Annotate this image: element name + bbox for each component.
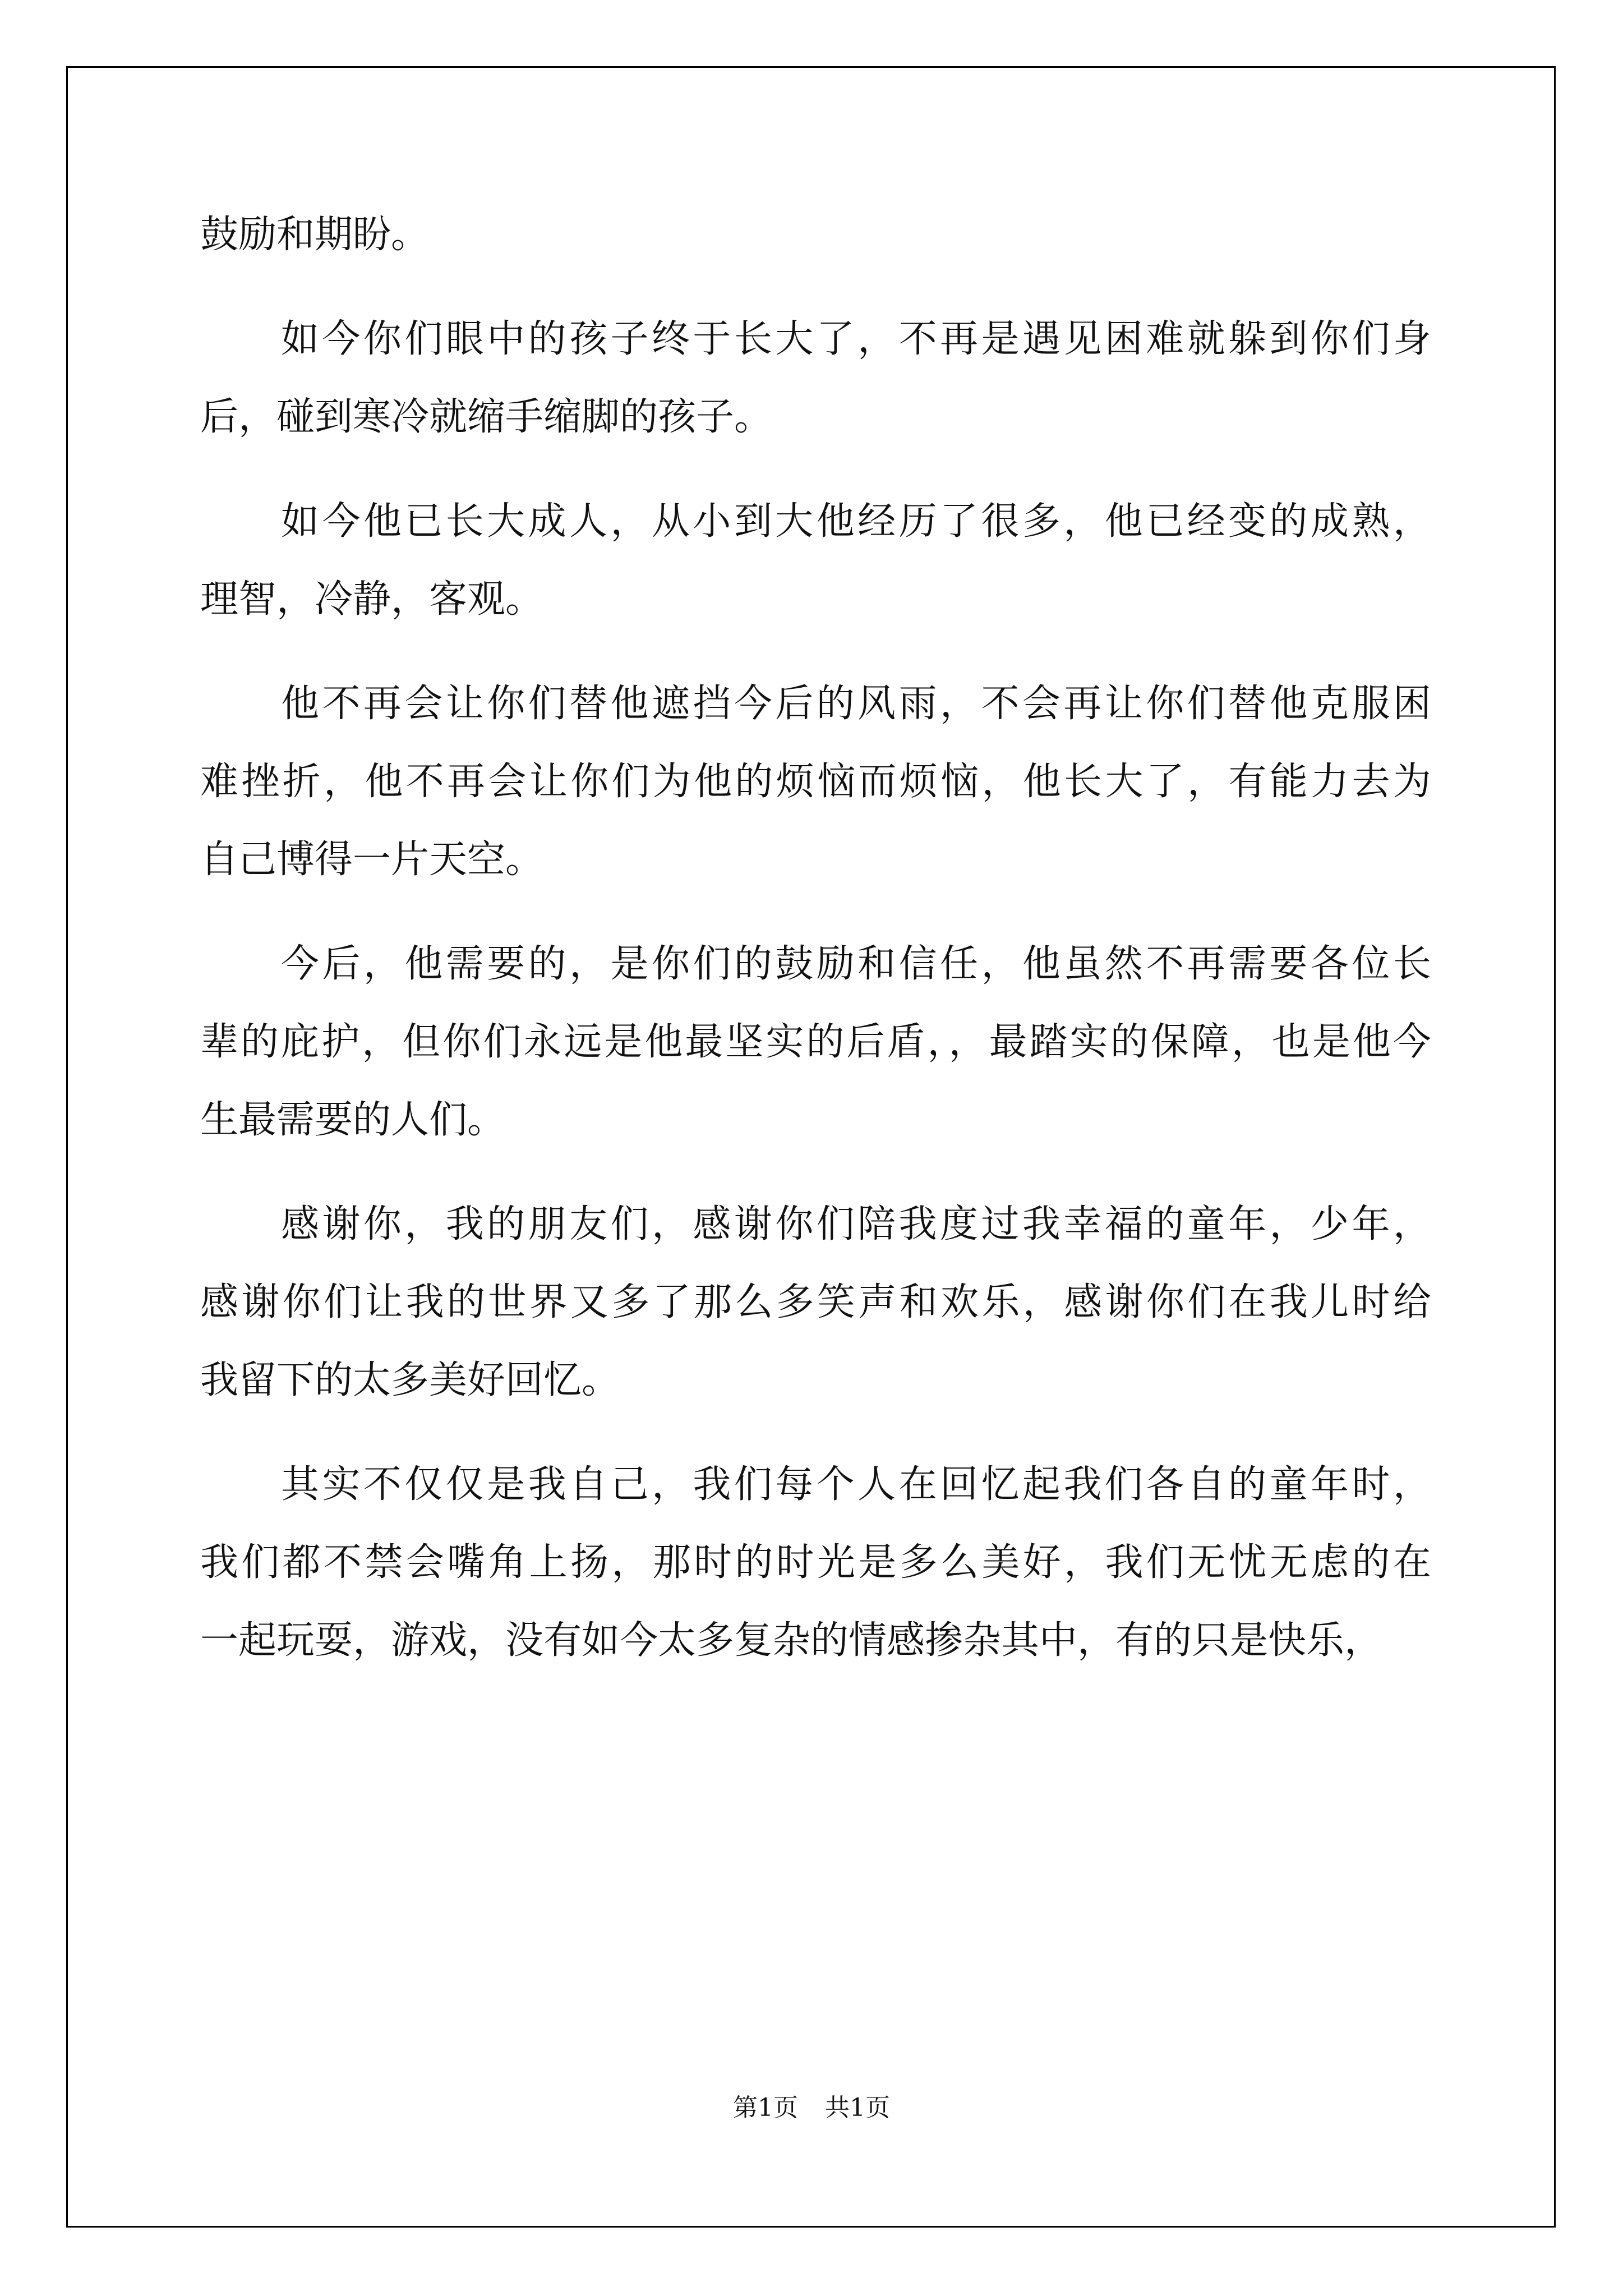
text-line: 我们都不禁会嘴角上扬，那时的时光是多么美好，我们无忧无虑的在 — [200, 1540, 1435, 1585]
page-number: 第1页 — [733, 2093, 798, 2122]
text-line: 后，碰到寒冷就缩手缩脚的孩子。 — [200, 395, 773, 439]
text-line: 自己博得一片天空。 — [200, 838, 544, 882]
text-line: 我留下的太多美好回忆。 — [200, 1358, 620, 1402]
text-line: 其实不仅仅是我自己，我们每个人在回忆起我们各自的童年时， — [281, 1462, 1435, 1507]
text-line: 如今他已长大成人，从小到大他经历了很多，他已经变的成熟， — [281, 499, 1435, 544]
text-line: 感谢你们让我的世界又多了那么多笑声和欢乐，感谢你们在我儿时给 — [200, 1280, 1435, 1324]
page-footer — [0, 2091, 1623, 2125]
text-line: 他不再会让你们替他遮挡今后的风雨，不会再让你们替他克服困 — [281, 682, 1435, 726]
text-line: 今后，他需要的，是你们的鼓励和信任，他虽然不再需要各位长 — [281, 942, 1435, 986]
text-line: 如今你们眼中的孩子终于长大了，不再是遇见困难就躲到你们身 — [281, 317, 1435, 361]
page-total: 共1页 — [825, 2093, 890, 2122]
text-line: 辈的庇护，但你们永远是他最坚实的后盾，，最踏实的保障，也是他今 — [200, 1020, 1433, 1064]
text-line: 难挫折，他不再会让你们为他的烦恼而烦恼，他长大了，有能力去为 — [200, 760, 1435, 804]
text-line: 生最需要的人们。 — [200, 1098, 506, 1142]
text-line: 感谢你，我的朋友们，感谢你们陪我度过我幸福的童年，少年， — [281, 1202, 1435, 1246]
text-line: 一起玩耍，游戏，没有如今太多复杂的情感掺杂其中，有的只是快乐， — [200, 1618, 1383, 1663]
text-line: 理智，冷静，客观。 — [200, 577, 544, 622]
text-line: 鼓励和期盼。 — [200, 213, 430, 257]
